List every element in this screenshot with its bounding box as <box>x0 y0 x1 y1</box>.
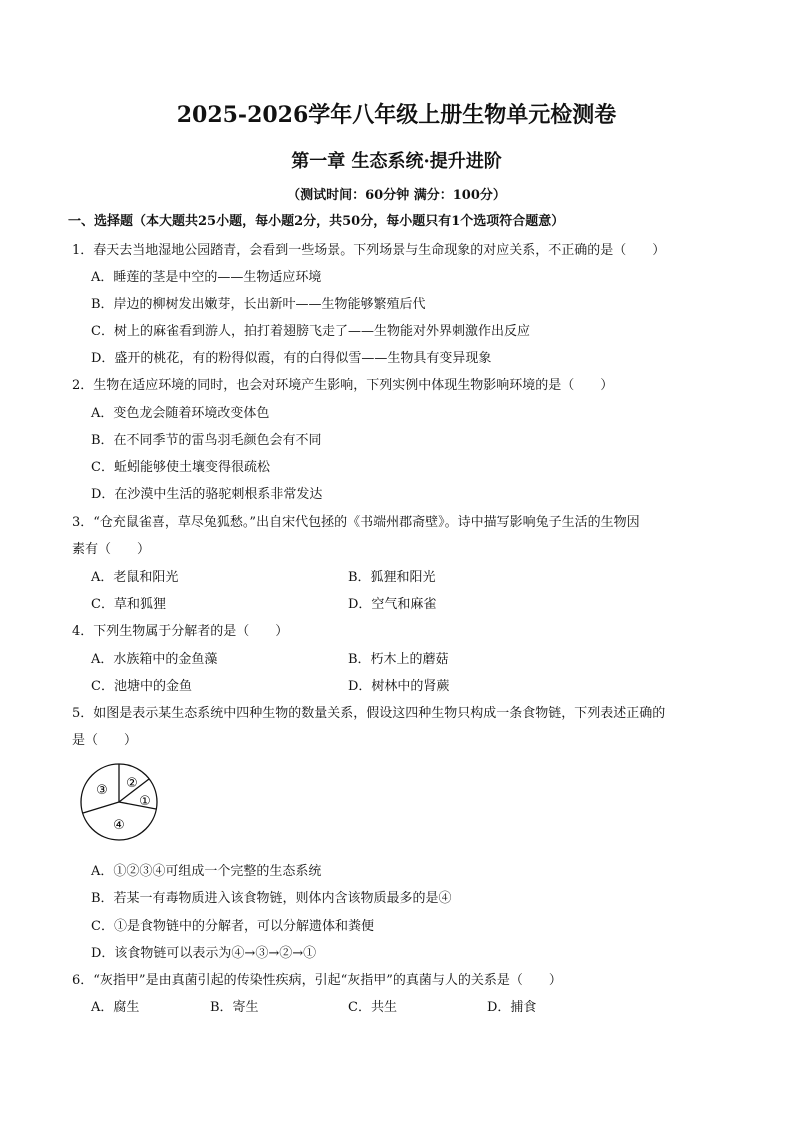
pie-label-2: ② <box>126 776 138 791</box>
question-3-option-b: B．狐狸和阳光 <box>348 570 436 585</box>
question-4-option-b: B．朽木上的蘑菇 <box>348 652 449 667</box>
question-4-option-d: D．树林中的肾蕨 <box>348 679 450 694</box>
population-pie-figure <box>72 760 166 848</box>
pie-divider-left <box>83 802 119 813</box>
question-2-option-d: D．在沙漠中生活的骆驼刺根系非常发达 <box>91 487 323 502</box>
question-2-stem: 2．生物在适应环境的同时，也会对环境产生影响，下列实例中体现生物影响环境的是（ ） <box>72 378 614 393</box>
question-3-stem-line1: 3．“仓充鼠雀喜，草尽兔狐愁。”出自宋代包拯的《书端州郡斋壁》。诗中描写影响兔子生活的生物因 <box>72 515 640 530</box>
question-5-option-a: A．①②③④可组成一个完整的生态系统 <box>91 864 322 879</box>
question-1-option-c: C．树上的麻雀看到游人，拍打着翅膀飞走了——生物能对外界刺激作出反应 <box>91 324 530 339</box>
question-3-option-a: A．老鼠和阳光 <box>91 570 179 585</box>
question-1-option-a: A．睡莲的茎是中空的——生物适应环境 <box>91 270 322 285</box>
question-5-option-b: B．若某一有毒物质进入该食物链，则体内含该物质最多的是④ <box>91 891 452 906</box>
question-5-option-d: D．该食物链可以表示为④→③→②→① <box>91 946 317 961</box>
question-4-option-a: A．水族箱中的金鱼藻 <box>91 652 218 667</box>
question-4-option-c: C．池塘中的金鱼 <box>91 679 192 694</box>
question-3-stem-line2: 素有（ ） <box>72 542 151 557</box>
question-2-option-a: A．变色龙会随着环境改变体色 <box>91 406 270 421</box>
question-6-option-d: D．捕食 <box>487 1000 537 1015</box>
pie-label-4: ④ <box>113 818 125 833</box>
question-5-stem-line1: 5．如图是表示某生态系统中四种生物的数量关系，假设这四种生物只构成一条食物链，下列表述正确的 <box>72 706 666 721</box>
question-3-option-c: C．草和狐狸 <box>91 597 166 612</box>
section-title: 一、选择题（本大题共25小题，每小题2分，共50分，每小题只有1个选项符合题意） <box>68 214 565 229</box>
pie-label-3: ③ <box>96 783 108 798</box>
question-6-stem: 6．“灰指甲”是由真菌引起的传染性疾病，引起“灰指甲”的真菌与人的关系是（ ） <box>72 973 562 988</box>
question-1-stem: 1．春天去当地湿地公园踏青，会看到一些场景。下列场景与生命现象的对应关系，不正确的是（ ） <box>72 243 666 258</box>
question-5-option-c: C．①是食物链中的分解者，可以分解遗体和粪便 <box>91 919 374 934</box>
chapter-subtitle: 第一章 生态系统·提升进阶 <box>291 151 502 172</box>
question-2-option-c: C．蚯蚓能够使土壤变得很疏松 <box>91 460 270 475</box>
pie-label-1: ① <box>139 794 151 809</box>
test-info: （测试时间：60分钟 满分：100分） <box>287 188 506 203</box>
question-6-option-c: C．共生 <box>348 1000 397 1015</box>
question-1-option-d: D．盛开的桃花，有的粉得似霞，有的白得似雪——生物具有变异现象 <box>91 351 492 366</box>
question-5-stem-line2: 是（ ） <box>72 733 138 748</box>
question-3-option-d: D．空气和麻雀 <box>348 597 437 612</box>
question-2-option-b: B．在不同季节的雷鸟羽毛颜色会有不同 <box>91 433 322 448</box>
question-4-stem: 4．下列生物属于分解者的是（ ） <box>72 624 289 639</box>
question-6-option-b: B．寄生 <box>210 1000 259 1015</box>
question-6-option-a: A．腐生 <box>91 1000 140 1015</box>
exam-title: 2025-2026学年八年级上册生物单元检测卷 <box>176 102 617 128</box>
question-1-option-b: B．岸边的柳树发出嫩芽，长出新叶——生物能够繁殖后代 <box>91 297 426 312</box>
